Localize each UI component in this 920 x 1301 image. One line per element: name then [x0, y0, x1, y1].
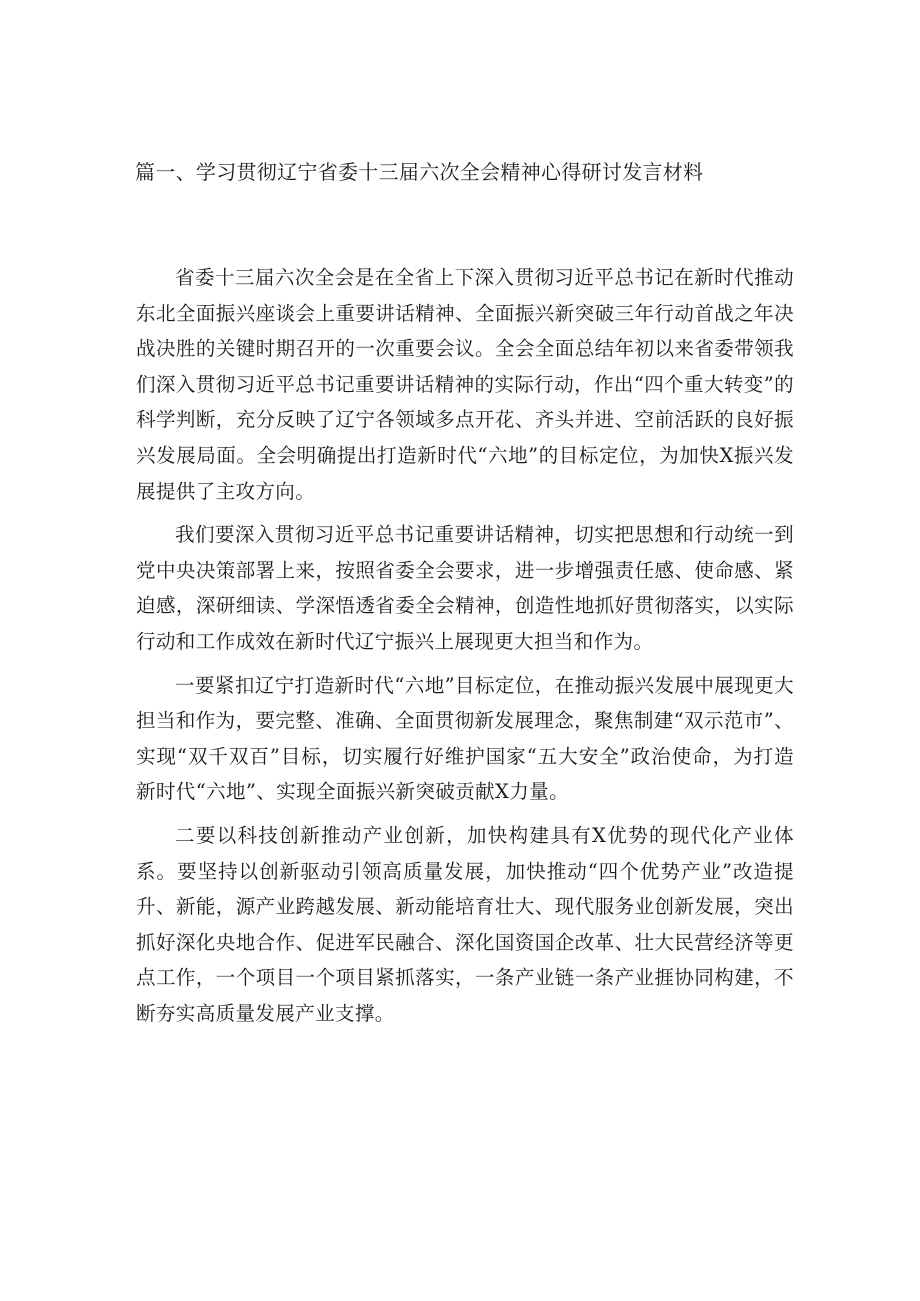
paragraph-3: 一要紧扣辽宁打造新时代“六地”目标定位，在推动振兴发展中展现更大担当和作为，要完整、准确、全面贯彻新发展理念，聚焦制建“双示范市”、实现“双千双百”目标，切实履行好维护国家“五大安全”政治使命，为打造新时代“六地”、实现全面振兴新突破贡献X力量。 [136, 673, 794, 804]
paragraph-1: 省委十三届六次全会是在全省上下深入贯彻习近平总书记在新时代推动东北全面振兴座谈会上重要讲话精神、全面振兴新突破三年行动首战之年决战决胜的关键时期召开的一次重要会议。全会全面总结年初以来省委带领我们深入贯彻习近平总书记重要讲话精神的实际行动，作出“四个重大转变”的科学判断，充分反映了辽宁各领域多点开花、齐头并进、空前活跃的良好振兴发展局面。全会明确提出打造新时代“六地”的目标定位，为加快X振兴发展提供了主攻方向。 [136, 266, 794, 503]
paragraph-4: 二要以科技创新推动产业创新，加快构建具有X优势的现代化产业体系。要坚持以创新驱动引领高质量发展，加快推动“四个优势产业”改造提升、新能，源产业跨越发展、新动能培育壮大、现代服务业创新发展，突出抓好深化央地合作、促进军民融合、深化国资国企改革、壮大民营经济等更点工作，一个项目一个项目紧抓落实，一条产业链一条产业捱协同构建，不断夯实高质量发展产业支撑。 [136, 823, 794, 1025]
document-title: 篇一、学习贯彻辽宁省委十三届六次全会精神心得研讨发言材料 [135, 160, 704, 184]
document-body [136, 260, 794, 1039]
paragraph-2: 我们要深入贯彻习近平总书记重要讲话精神，切实把思想和行动统一到党中央决策部署上来，按照省委全会要求，进一步增强责任感、使命感、紧迫感，深研细读、学深悟透省委全会精神，创造性地抓好贯彻落实，以实际行动和工作成效在新时代辽宁振兴上展现更大担当和作为。 [136, 523, 794, 653]
